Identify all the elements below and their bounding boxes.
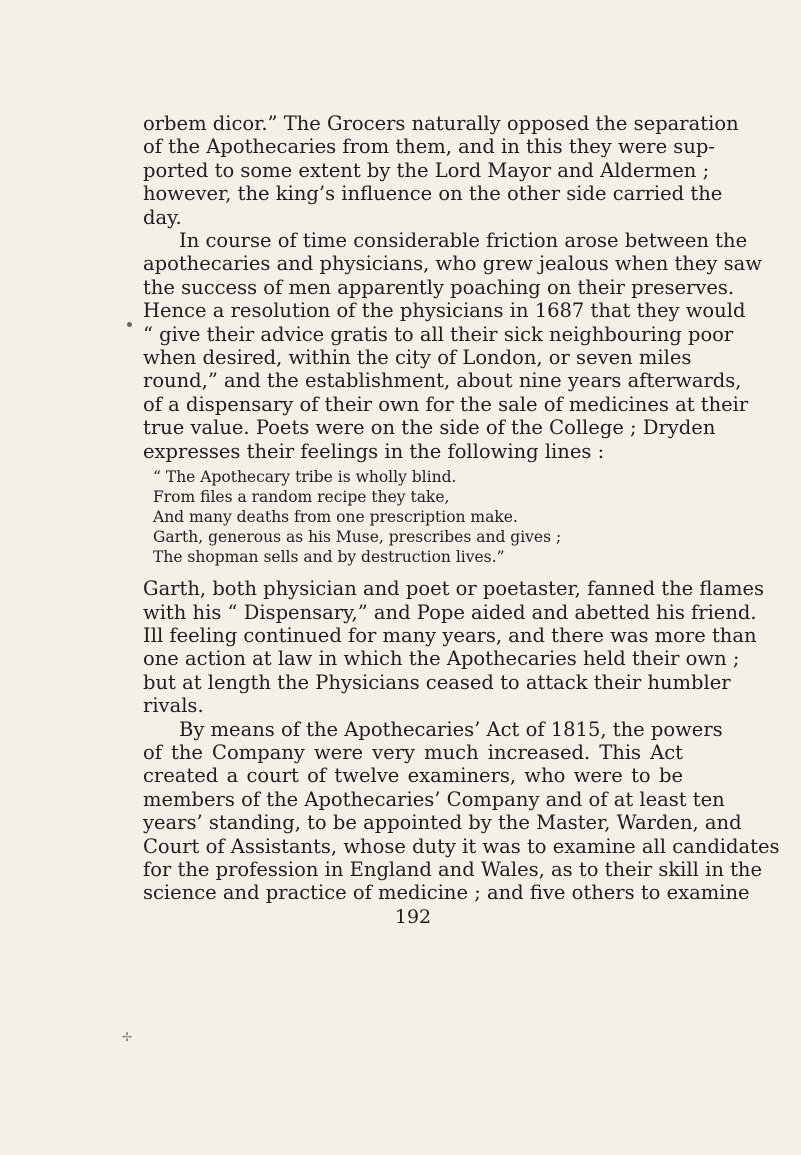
verse-line: Garth, generous as his Muse, prescribes and gives ; [153, 528, 562, 547]
text-line: of the Apothecaries from them, and in this they were sup- [143, 135, 715, 159]
paragraph-four [143, 717, 780, 905]
text-line: round,” and the establishment, about nine years afterwards, [143, 369, 742, 393]
margin-dot-mark [127, 322, 132, 327]
text-line: orbem dicor.” The Grocers naturally opposed the separation [143, 112, 739, 135]
text-line: Garth, both physician and poet or poetaster, fanned the flames [143, 577, 765, 601]
text-line: expresses their feelings in the following lines : [143, 439, 605, 463]
text-line: with his “ Dispensary,” and Pope aided and abetted his friend. [143, 600, 757, 624]
paragraph-one [143, 112, 739, 229]
text-line: science and practice of medicine ; and five others to examine [143, 881, 750, 905]
text-line: In course of time considerable friction arose between the [179, 229, 748, 253]
text-line: rivals. [143, 694, 204, 718]
text-line: one action at law in which the Apothecaries held their own ; [143, 647, 740, 671]
paragraph-two [143, 229, 762, 463]
text-line: true value. Poets were on the side of the College ; Dryden [143, 416, 716, 440]
text-line: ported to some extent by the Lord Mayor and Aldermen ; [143, 158, 710, 182]
text-line: the success of men apparently poaching on their preserves. [143, 275, 735, 299]
text-line: of a dispensary of their own for the sale of medicines at their [143, 392, 749, 416]
text-line: “ give their advice gratis to all their sick neighbouring poor [143, 322, 734, 346]
text-line: members of the Apothecaries’ Company and of at least ten [143, 787, 725, 811]
text-line: years’ standing, to be appointed by the Master, Warden, and [143, 811, 742, 835]
text-line: of the Company were very much increased. This Act [143, 740, 683, 764]
text-line: however, the king’s influence on the other side carried the [143, 182, 723, 206]
text-line: Court of Assistants, whose duty it was to examine all candidates [143, 834, 780, 858]
book-page [143, 112, 780, 929]
verse-quotation [153, 467, 683, 567]
text-line: Hence a resolution of the physicians in 1687 that they would [143, 299, 746, 323]
text-line: apothecaries and physicians, who grew jealous when they saw [143, 252, 762, 276]
text-line: for the profession in England and Wales, as to their skill in the [143, 857, 763, 881]
text-line: when desired, within the city of London, or seven miles [143, 346, 692, 370]
scan-speck-mark: ✢ [122, 1030, 133, 1044]
paragraph-three [143, 577, 765, 718]
verse-line: And many deaths from one prescription make. [153, 508, 518, 527]
text-line: day. [143, 205, 182, 229]
verse-line: “ The Apothecary tribe is wholly blind. [153, 468, 457, 487]
text-line: but at length the Physicians ceased to attack their humbler [143, 670, 731, 694]
text-line: By means of the Apothecaries’ Act of 1815, the powers [179, 717, 723, 741]
page-number: 192 [394, 905, 432, 928]
text-line: created a court of twelve examiners, who were to be [143, 764, 683, 788]
verse-line: From files a random recipe they take, [153, 488, 450, 507]
text-line: Ill feeling continued for many years, and there was more than [143, 623, 757, 647]
verse-line: The shopman sells and by destruction lives.” [153, 548, 505, 567]
